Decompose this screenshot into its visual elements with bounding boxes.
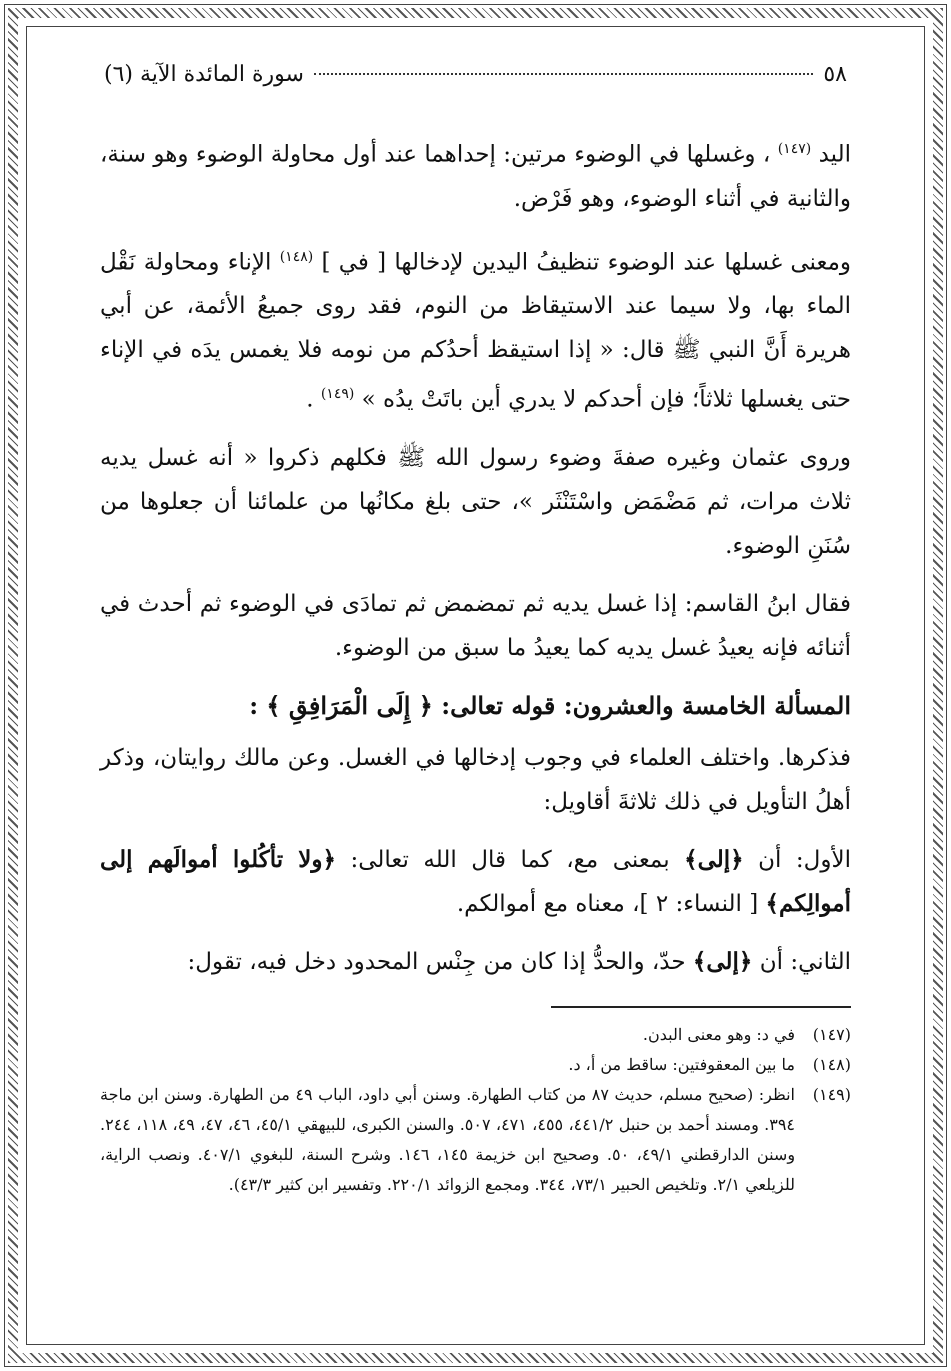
paragraph-2 (100, 235, 851, 422)
paragraph-1 (100, 127, 851, 221)
footnote-147 (100, 1020, 851, 1050)
paragraph-6 (100, 838, 851, 926)
quran-word-ila-2: ﴿إلى﴾ (692, 947, 753, 975)
section-heading-label: المسألة الخامسة والعشرون: قوله تعالى: (441, 690, 851, 720)
paragraph-7-text: حدّ، والحدُّ إذا كان من جِنْس المحدود دخل فيه، تقول: (187, 948, 686, 975)
footnote-text: في د: وهو معنى البدن. (642, 1024, 795, 1044)
paragraph-2-text: الإناء ومحاولة نَقْل الماء بها، ولا سيما عند الاستيقاظ من النوم، فقد روى جميعُ الأئمة، عن أبي هريرة أَنَّ النبي ﷺ قال: « إذا استيقظ أحدُكم من نومه فلا يغمس يدَه في الإناء حتى يغسلها ثلاثاً؛ فإن أحدكم لا يدري أين باتَتْ يدُه » (100, 249, 851, 413)
paragraph-6-start: الأول: أن (758, 846, 852, 873)
paragraph-2-start: ومعنى غسلها عند الوضوء تنظيفُ اليدين لإدخالها [ في ] (321, 249, 852, 276)
paragraph-2-end: . (306, 386, 314, 413)
footnote-number: (١٤٧) (812, 1024, 851, 1044)
paragraph-3: وروى عثمان وغيره صفةَ وضوء رسول الله ﷺ فكلهم ذكروا « أنه غسل يديه ثلاث مرات، ثم مَضْمَض واسْتَنْثَر »، حتى بلغ مكانُها من علمائنا أن جعلوها من سُنَنِ الوضوء. (100, 444, 851, 559)
footnote-ref-147[interactable]: (١٤٧) (777, 141, 812, 157)
quran-word-ila: ﴿إلى﴾ (684, 845, 744, 873)
quran-verse-nisa: ﴿ولا تأكُلوا أموالَهم إلى أموالِكم﴾ (100, 845, 851, 917)
footnote-text: ما بين المعقوفتين: ساقط من أ، د. (568, 1054, 795, 1074)
paragraph-5: فذكرها. واختلف العلماء في وجوب إدخالها في الغسل. وعن مالك روايتان، وذكر أهلُ التأويل في ذلك ثلاثةَ أقاويل: (100, 744, 851, 815)
header-leader-dots (314, 73, 813, 75)
footnote-149 (100, 1080, 851, 1200)
footnote-number: (١٤٨) (812, 1054, 851, 1074)
footnotes (100, 1020, 851, 1200)
footnote-ref-149[interactable]: (١٤٩) (320, 386, 355, 403)
footnote-148 (100, 1050, 851, 1080)
paragraph-6-mid: بمعنى مع، كما قال الله تعالى: (350, 846, 670, 873)
paragraph-1-start: اليد (818, 141, 851, 168)
footnote-number: (١٤٩) (812, 1084, 851, 1104)
paragraph-6-end: [ النساء: ٢ ]، معناه مع أموالكم. (456, 890, 759, 917)
page-number: ٥٨ (823, 62, 847, 87)
paragraph-4: فقال ابنُ القاسم: إذا غسل يديه ثم تمضمض ثم تمادَى في الوضوء ثم أحدث في أثنائه فإنه يعيدُ غسل يديه كما يعيدُ ما سبق من الوضوء. (100, 590, 851, 661)
section-heading (100, 684, 851, 728)
surah-title: سورة المائدة الآية (٦) (104, 62, 304, 87)
section-heading-verse: ﴿ إِلَى الْمَرَافِقِ ﴾ : (249, 690, 433, 720)
footnote-separator (551, 1006, 851, 1008)
paragraph-7-start: الثاني: أن (759, 948, 851, 975)
page-content (100, 62, 851, 1301)
paragraph-7 (100, 940, 851, 984)
running-header (100, 62, 851, 87)
footnote-text: انظر: (صحيح مسلم، حديث ٨٧ من كتاب الطهارة. وسنن أبي داود، الباب ٤٩ من الطهارة. وسنن ابن ماجة ٣٩٤. ومسند أحمد بن حنبل ٤٤١/٢، ٤٥٥، ٤٧١، ٥٠٧. والسنن الكبرى، للبيهقي ٤٥/١، ٤٦، ٤٧، ٤٩، ١١٨، ٢٤٤. وسنن الدارقطني ٤٩/١، ٥٠. وصحيح ابن خزيمة ١٤٥، ١٤٦. وشرح السنة، للبغوي ٤٠٧/١. ونصب الراية، للزيلعي ٢/١. وتلخيص الحبير ٧٣/١، ٣٤٤. ومجمع الزوائد ٢٢٠/١. وتفسير ابن كثير ٤٣/٣). (100, 1084, 796, 1194)
footnote-ref-148[interactable]: (١٤٨) (279, 248, 314, 265)
paragraph-1-text: ، وغسلها في الوضوء مرتين: إحداهما عند أول محاولة الوضوء وهو سنة، والثانية في أثناء الوضوء، وهو فَرْض. (100, 141, 851, 212)
